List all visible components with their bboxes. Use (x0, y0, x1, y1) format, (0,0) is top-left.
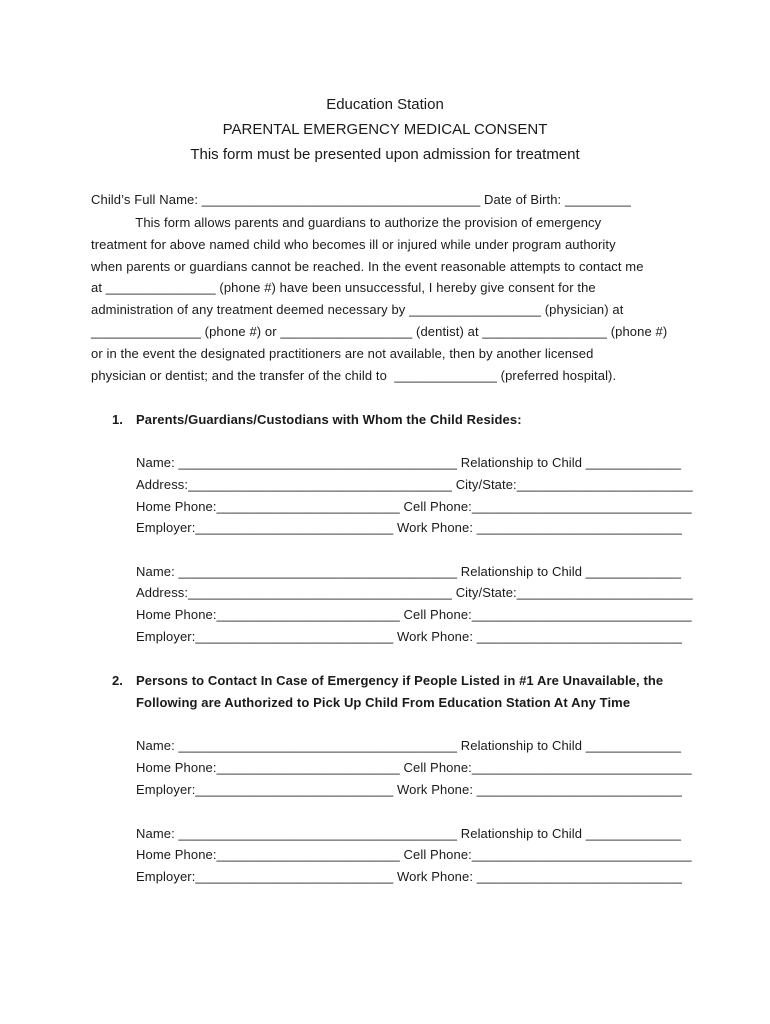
contact-1-phone-line: Home Phone:_________________________ Cell Phone:______________________________ (136, 760, 692, 775)
section-2-heading-line-2: Following are Authorized to Pick Up Child From Education Station At Any Time (136, 695, 631, 710)
consent-line: at _______________ (phone #) have been unsuccessful, I hereby give consent for the (91, 280, 596, 295)
contact-1-employer-line: Employer:___________________________ Work Phone: ____________________________ (136, 782, 682, 797)
consent-line: when parents or guardians cannot be reached. In the event reasonable attempts to contact me (91, 259, 644, 274)
guardian-2-address-line: Address:____________________________________ City/State:________________________ (136, 585, 693, 600)
contact-2-employer-line: Employer:___________________________ Work Phone: ____________________________ (136, 869, 682, 884)
section-1-number: 1. (112, 412, 123, 427)
guardian-2-phone-line: Home Phone:_________________________ Cell Phone:______________________________ (136, 607, 692, 622)
section-1-heading: Parents/Guardians/Custodians with Whom the Child Resides: (136, 412, 522, 427)
contact-2-phone-line: Home Phone:_________________________ Cell Phone:______________________________ (136, 847, 692, 862)
section-2-number: 2. (112, 673, 123, 688)
consent-line: administration of any treatment deemed necessary by __________________ (physician) at (91, 302, 624, 317)
consent-line: treatment for above named child who becomes ill or injured while under program authority (91, 237, 616, 252)
org-name: Education Station (326, 96, 444, 113)
form-title: PARENTAL EMERGENCY MEDICAL CONSENT (222, 121, 548, 138)
child-info-line: Child’s Full Name: ______________________________________ Date of Birth: _________ (91, 192, 631, 207)
consent-line: physician or dentist; and the transfer of the child to ______________ (preferred hospital). (91, 368, 617, 383)
contact-2-name-line: Name: ______________________________________ Relationship to Child _____________ (136, 826, 682, 841)
guardian-1-phone-line: Home Phone:_________________________ Cell Phone:______________________________ (136, 499, 692, 514)
section-2-heading-line-1: Persons to Contact In Case of Emergency if People Listed in #1 Are Unavailable, the (136, 673, 664, 688)
consent-line: _______________ (phone #) or __________________ (dentist) at _________________ (phone #) (91, 324, 668, 339)
form-subtitle: This form must be presented upon admission for treatment (190, 146, 580, 163)
guardian-2-employer-line: Employer:___________________________ Work Phone: ____________________________ (136, 629, 682, 644)
guardian-1-name-line: Name: ______________________________________ Relationship to Child _____________ (136, 455, 682, 470)
consent-line: or in the event the designated practitioners are not available, then by another licensed (91, 346, 594, 361)
consent-line: This form allows parents and guardians to authorize the provision of emergency (91, 215, 602, 230)
guardian-1-employer-line: Employer:___________________________ Work Phone: ____________________________ (136, 520, 682, 535)
guardian-2-name-line: Name: ______________________________________ Relationship to Child _____________ (136, 564, 682, 579)
contact-1-name-line: Name: ______________________________________ Relationship to Child _____________ (136, 738, 682, 753)
guardian-1-address-line: Address:____________________________________ City/State:________________________ (136, 477, 693, 492)
